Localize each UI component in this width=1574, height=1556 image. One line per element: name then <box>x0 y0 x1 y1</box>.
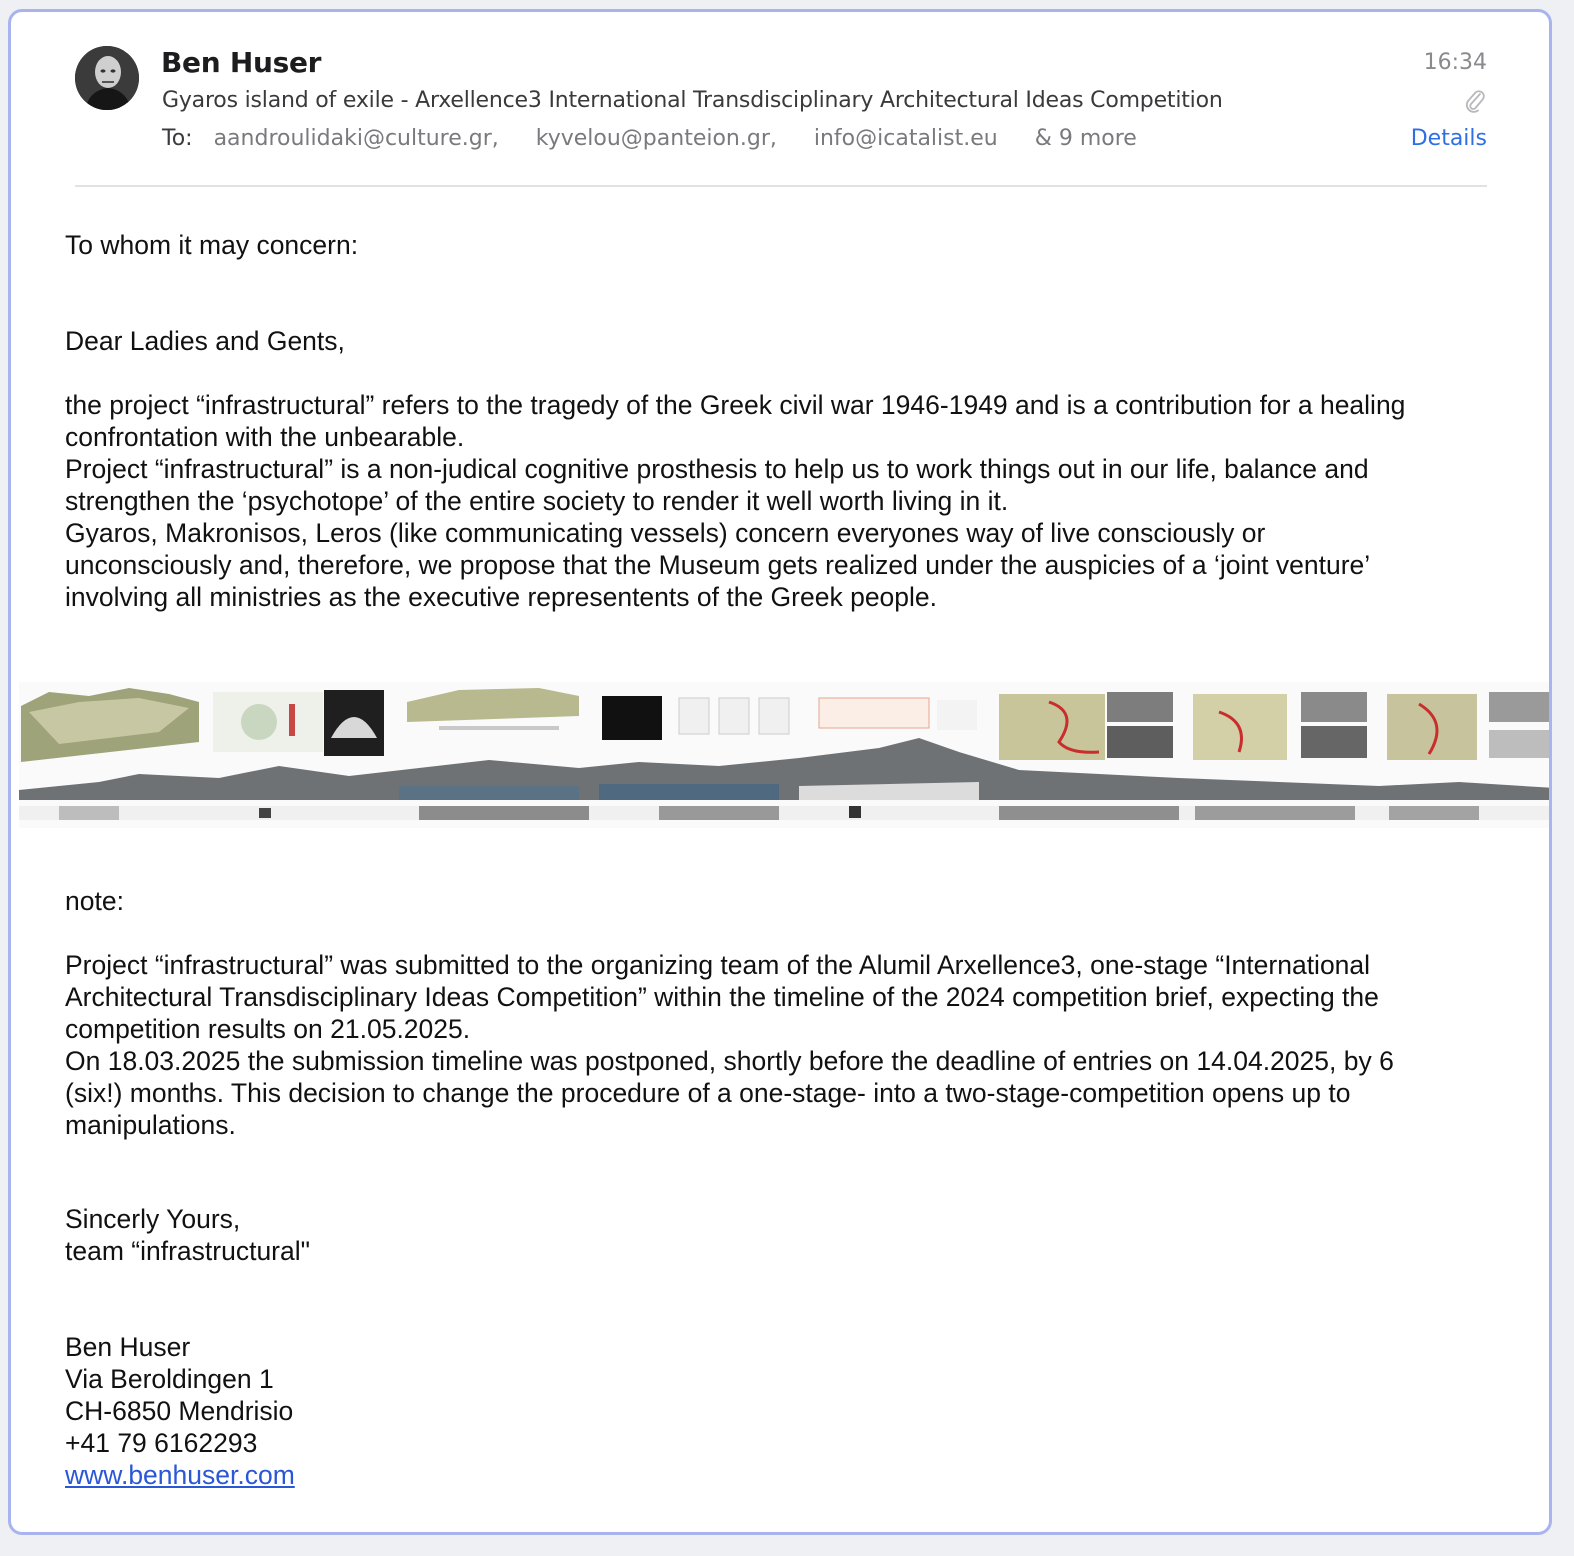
text-line: confrontation with the unbearable. <box>65 422 465 452</box>
received-time: 16:34 <box>1423 50 1487 75</box>
closing-block <box>65 1203 1505 1267</box>
website-link[interactable]: www.benhuser.com <box>65 1460 295 1490</box>
body-paragraph-1 <box>65 389 1505 613</box>
greeting-line: To whom it may concern: <box>65 230 359 260</box>
signature-phone: +41 79 6162293 <box>65 1428 258 1458</box>
text-line: manipulations. <box>65 1110 236 1140</box>
avatar-portrait <box>75 46 139 110</box>
more-recipients[interactable]: & 9 more <box>1034 126 1137 151</box>
body-paragraph-2 <box>65 949 1505 1141</box>
signature-city: CH-6850 Mendrisio <box>65 1396 294 1426</box>
text-line: Project “infrastructural” was submitted to the organizing team of the Alumil Arxellence3, one-stage “International <box>65 950 1371 980</box>
note-label: note: <box>65 886 124 916</box>
details-button[interactable]: Details <box>1410 126 1487 151</box>
recipient[interactable]: aandroulidaki@culture.gr, <box>213 126 499 151</box>
recipient[interactable]: kyvelou@panteion.gr, <box>535 126 777 151</box>
text-line: unconsciously and, therefore, we propose that the Museum gets realized under the auspicies of a ‘joint venture’ <box>65 550 1371 580</box>
email-window <box>8 9 1552 1535</box>
text-line: Project “infrastructural” is a non-judical cognitive prosthesis to help us to work things out in our life, balance and <box>65 454 1369 484</box>
competition-panels-image[interactable] <box>19 682 1552 828</box>
recipients-row <box>162 126 1137 151</box>
signature-name: Ben Huser <box>65 1332 191 1362</box>
text-line: Gyaros, Makronisos, Leros (like communicating vessels) concern everyones way of live consciously or <box>65 518 1266 548</box>
text-line: involving all ministries as the executive representents of the Greek people. <box>65 582 938 612</box>
recipient[interactable]: info@icatalist.eu <box>813 126 998 151</box>
text-line: Architectural Transdisciplinary Ideas Competition” within the timeline of the 2024 competition brief, expecting the <box>65 982 1379 1012</box>
paperclip-icon <box>1463 88 1487 114</box>
salutation-line: Dear Ladies and Gents, <box>65 326 345 356</box>
signature-street: Via Beroldingen 1 <box>65 1364 274 1394</box>
text-line: (six!) months. This decision to change the procedure of a one-stage- into a two-stage-competition opens up to <box>65 1078 1351 1108</box>
header-divider <box>75 185 1487 187</box>
text-line: On 18.03.2025 the submission timeline was postponed, shortly before the deadline of entries on 14.04.2025, by 6 <box>65 1046 1394 1076</box>
text-line: the project “infrastructural” refers to the tragedy of the Greek civil war 1946-1949 and is a contribution for a healing <box>65 390 1406 420</box>
signature-block <box>65 1331 1505 1491</box>
text-line: strengthen the ‘psychotope’ of the entire society to render it well worth living in it. <box>65 486 1009 516</box>
text-line: competition results on 21.05.2025. <box>65 1014 471 1044</box>
closing-line: Sincerly Yours, <box>65 1204 241 1234</box>
sender-name[interactable]: Ben Huser <box>161 46 322 79</box>
closing-line: team “infrastructural" <box>65 1236 311 1266</box>
panels-strip-graphic <box>19 682 1552 828</box>
email-header <box>11 12 1549 190</box>
to-label: To: <box>162 126 193 151</box>
email-subject: Gyaros island of exile - Arxellence3 International Transdisciplinary Architectural Ideas Competition <box>162 88 1223 113</box>
avatar[interactable] <box>75 46 139 110</box>
